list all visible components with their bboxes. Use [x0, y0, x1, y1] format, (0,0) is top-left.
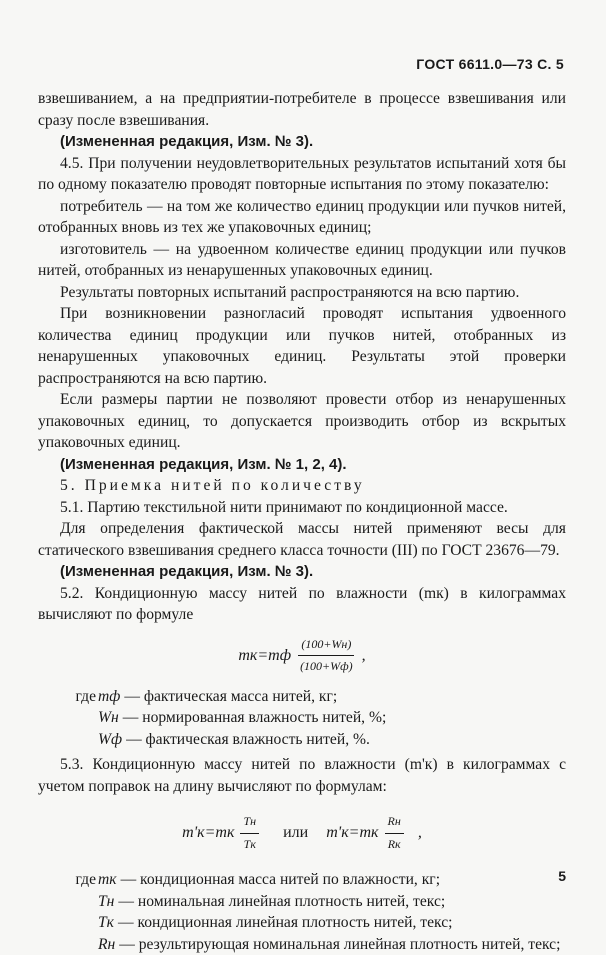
definition-row	[38, 707, 566, 729]
definition-row	[38, 686, 566, 708]
page-header: ГОСТ 6611.0—73 С. 5	[416, 56, 564, 72]
definitions-list	[38, 869, 566, 955]
section-heading: 5. Приемка нитей по количеству	[38, 475, 566, 497]
document-body	[38, 88, 566, 955]
paragraph: Результаты повторных испытаний распространяются на всю партию.	[38, 282, 566, 304]
paragraph: 5.2. Кондиционную массу нитей по влажности (mк) в килограммах вычисляют по формуле	[38, 583, 566, 626]
definition-text: — фактическая масса нитей, кг;	[124, 686, 337, 708]
formula-fraction	[385, 811, 404, 855]
formula-numerator: Rн	[385, 811, 404, 834]
definition-text: — результирующая номинальная линейная плотность нитей, текс;	[119, 934, 566, 955]
definition-symbol: Wф	[98, 729, 122, 751]
page-number: 5	[558, 868, 566, 884]
paragraph: Для определения фактической массы нитей применяют весы для статического взвешивания среднего класса точности (III) по ГОСТ 23676—79.	[38, 518, 566, 561]
formula-fraction	[240, 811, 259, 855]
definition-text: — кондиционная масса нитей по влажности, кг;	[121, 869, 440, 891]
where-label: где	[38, 869, 98, 891]
definition-symbol: Rн	[98, 934, 115, 955]
definition-text: — фактическая влажность нитей, %.	[126, 729, 370, 751]
definition-row	[38, 729, 566, 751]
formula-tail: ,	[418, 822, 422, 844]
formula-denominator: Tк	[241, 834, 259, 856]
definition-text: — нормированная влажность нитей, %;	[123, 707, 387, 729]
definition-text: — кондиционная линейная плотность нитей, текс;	[118, 912, 453, 934]
formula-conditional-mass	[38, 634, 566, 678]
definition-row	[38, 891, 566, 913]
paragraph: взвешиванием, а на предприятии-потребителе в процессе взвешивания или сразу после взвешивания.	[38, 88, 566, 131]
amendment-note: (Измененная редакция, Изм. № 3).	[38, 131, 566, 153]
formula-length-correction	[38, 811, 566, 855]
paragraph: 5.1. Партию текстильной нити принимают по кондиционной массе.	[38, 497, 566, 519]
formula-tail: ,	[362, 645, 366, 667]
formula-lhs: m'к=mк	[326, 822, 378, 844]
amendment-note: (Измененная редакция, Изм. № 1, 2, 4).	[38, 454, 566, 476]
amendment-note: (Измененная редакция, Изм. № 3).	[38, 561, 566, 583]
formula-lhs: mк=mф	[238, 645, 291, 667]
definition-row	[38, 934, 566, 955]
definition-symbol: Wн	[98, 707, 119, 729]
formula-fraction	[297, 634, 356, 678]
paragraph: Если размеры партии не позволяют провести отбор из ненарушенных упаковочных единиц, то допускается производить отбор из вскрытых упаковочных единиц.	[38, 389, 566, 454]
where-label: где	[38, 686, 98, 708]
definition-symbol: Tн	[98, 891, 114, 913]
formula-denominator: (100+Wф)	[297, 656, 356, 678]
definition-symbol: mф	[98, 686, 120, 708]
formula-or: или	[283, 822, 308, 844]
definition-symbol: mк	[98, 869, 117, 891]
definition-row	[38, 869, 566, 891]
formula-denominator: Rк	[385, 834, 404, 856]
definitions-list	[38, 686, 566, 751]
formula-lhs: m'к=mк	[182, 822, 234, 844]
paragraph: 5.3. Кондиционную массу нитей по влажности (m'к) в килограммах с учетом поправок на длину вычисляют по формулам:	[38, 754, 566, 797]
formula-numerator: (100+Wн)	[298, 634, 354, 657]
definition-symbol: Tк	[98, 912, 114, 934]
definition-row	[38, 912, 566, 934]
definition-text: — номинальная линейная плотность нитей, текс;	[118, 891, 445, 913]
paragraph: потребитель — на том же количество единиц продукции или пучков нитей, отобранных вновь из тех же упаковочных единиц;	[38, 196, 566, 239]
paragraph: изготовитель — на удвоенном количестве единиц продукции или пучков нитей, отобранных из ненарушенных упаковочных единиц.	[38, 239, 566, 282]
paragraph: При возникновении разногласий проводят испытания удвоенного количества единиц продукции или пучков нитей, отобранных из ненарушенных упаковочных единиц. Результаты этой проверки распространяются на всю партию.	[38, 303, 566, 389]
paragraph: 4.5. При получении неудовлетворительных результатов испытаний хотя бы по одному показателю проводят повторные испытания по этому показателю:	[38, 153, 566, 196]
formula-numerator: Tн	[240, 811, 259, 834]
